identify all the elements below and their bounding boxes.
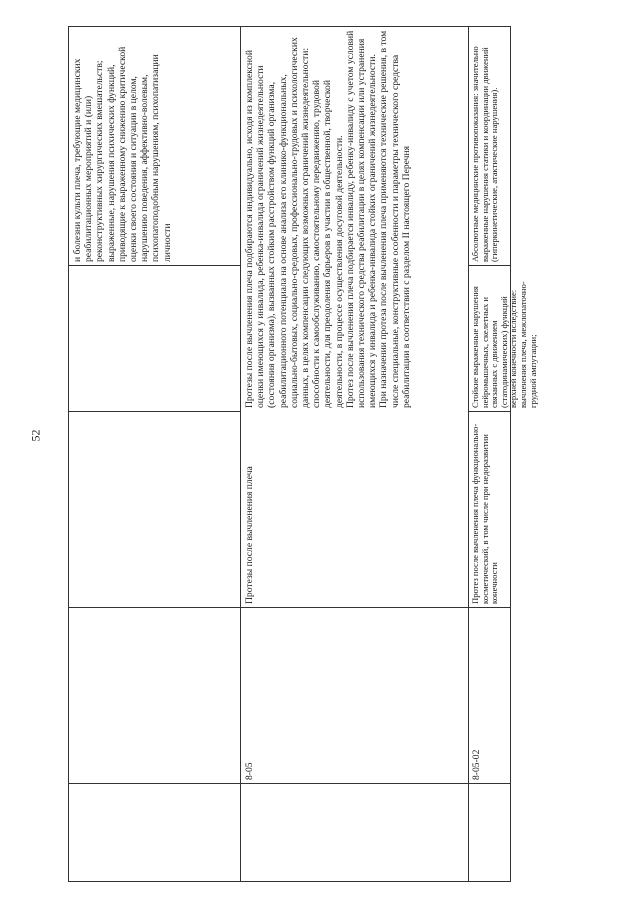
section-code [244, 610, 264, 780]
row-divider-2 [468, 26, 469, 882]
column-divider-3b [468, 411, 511, 412]
table-border-right [68, 26, 511, 27]
section-code-text: 8-05 [244, 762, 255, 780]
item-code [471, 610, 509, 780]
item-name-text: Протез после вычленения плеча функционально-косметический, в том числе при недоразвитии конечности [470, 423, 500, 604]
section-paragraph-2: Протез после вычленения плеча подбирается инвалиду, ребенку-инвалиду с учетом условий использования технического средства реабилитации в целях компенсации или устранения имеющихся у инвалида и ребенка-инвалида стойких ограничений жизнедеятельности. [344, 30, 379, 408]
top-row-contraindications [72, 30, 238, 262]
item-contraindications [471, 30, 509, 262]
column-divider-4 [68, 265, 241, 266]
item-indications-text: Стойкие выраженные нарушения нейромышечных, скелетных и связанных с движением (статодинамических) функций верхней конечности вследствие: вычленения плеча, межлопаточно-грудной ампутации; [470, 281, 538, 408]
column-divider-1 [68, 783, 511, 784]
item-indications [470, 268, 538, 408]
medical-table [68, 26, 538, 882]
table-border-top [68, 26, 69, 882]
item-code-text: 8-05-02 [471, 749, 482, 780]
row-divider-1 [240, 26, 241, 882]
column-divider-4b [468, 265, 511, 266]
section-description [244, 30, 466, 408]
top-row-text: и болезни культи плеча, требующие медицинских реабилитационных мероприятий и (или) реконструктивных хирургических вмешательств; выраженные, нарушения психических функций, приводящие к выраженному снижению критической оценки своего состояния и ситуации в целом, нарушению поведения, аффективно-волевым, психопатоподобным нарушениям, психопатизации личности [72, 46, 173, 262]
page-number: 52 [28, 429, 43, 442]
table-border-bottom [510, 26, 511, 882]
item-name [471, 414, 509, 604]
section-paragraph-1: Протезы после вычленения плеча подбираются индивидуально, исходя из комплексной оценки имеющихся у инвалида, ребенка-инвалида ограничений жизнедеятельности (состояния организма), вызванных стойким расстройством функций организма, реабилитационного потенциала на основе анализа его клинико-функциональных, социально-бытовых, социально-средовых, профессионально-трудовых и психологических данных, в целях компенсации следующих возможных ограничений жизнедеятельности: способности к самообслуживанию, самостоятельному передвижению, трудовой деятельности, для преодоления барьеров в участии в общественной, творческой деятельности, в процессе осуществления досуговой деятельности. [244, 37, 345, 408]
section-name-text: Протезы после вычленения плеча [244, 466, 255, 604]
column-divider-3 [68, 411, 241, 412]
item-contraindications-text: Абсолютные медицинские противопоказания: значительно выраженные нарушения статики и координации движений (гиперкинетические, атактические нарушения). [470, 46, 500, 262]
section-paragraph-3: При назначении протеза после вычленения плеча применяются технические решения, в том числе специальные, конструктивные особенности и параметры технического средства реабилитации в соответствии с разделом II настоящего Перечня [378, 30, 412, 408]
rotated-table-container [68, 26, 538, 882]
table-border-left [68, 881, 511, 882]
section-name [244, 414, 284, 604]
column-divider-2 [68, 607, 511, 608]
